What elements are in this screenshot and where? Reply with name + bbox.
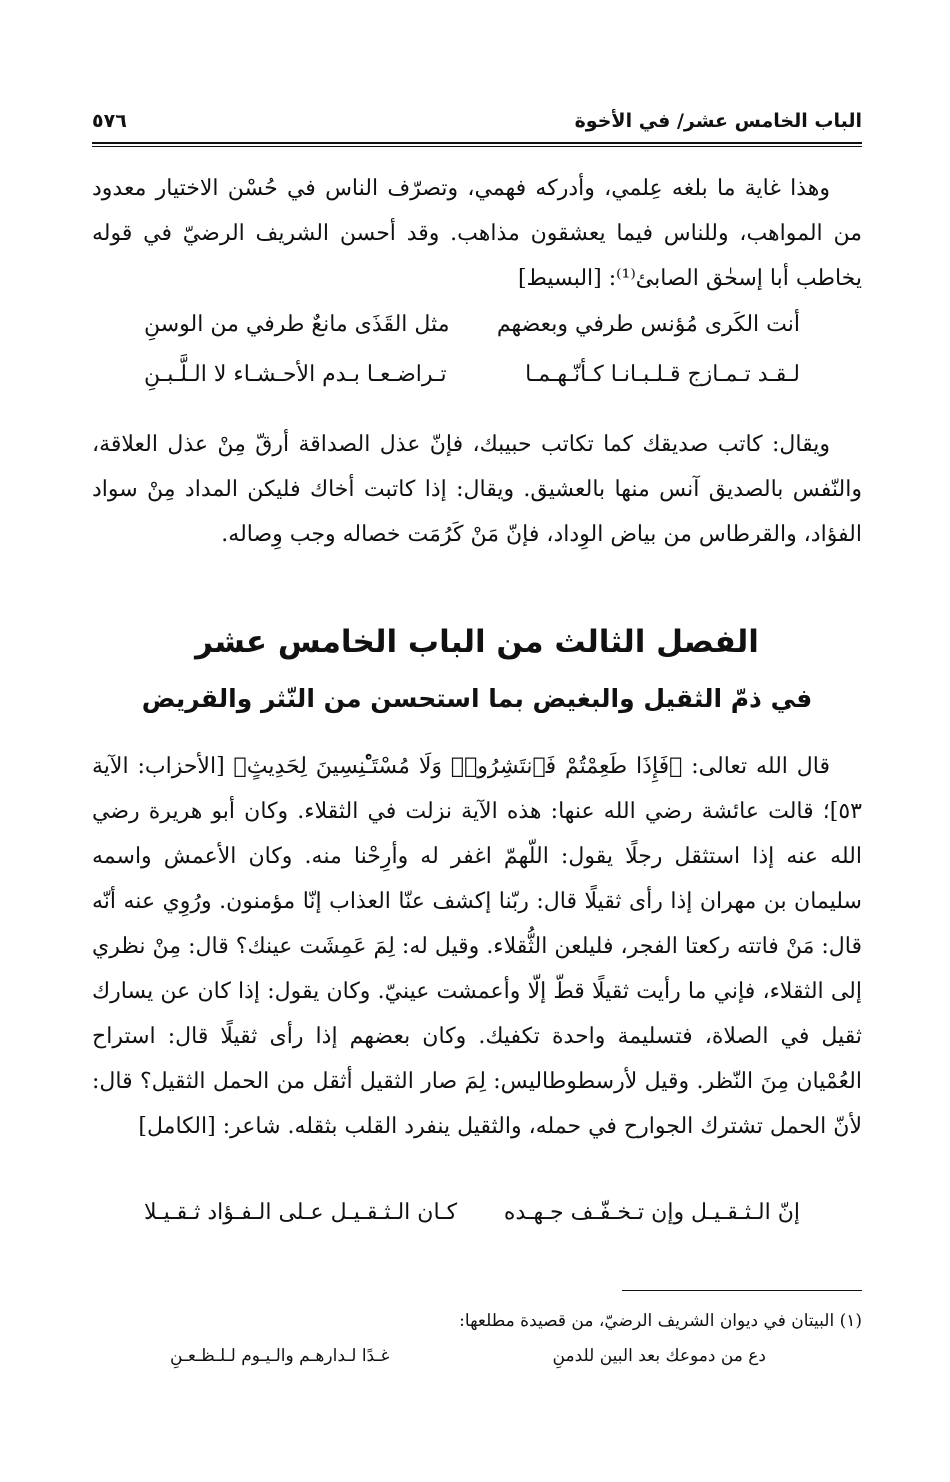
footnote-verse bbox=[170, 1346, 766, 1374]
footnote-text: (١) البيتان في ديوان الشريف الرضيّ، من قصيدة مطلعها: bbox=[459, 1311, 862, 1331]
paragraph-correspondence bbox=[92, 422, 862, 557]
hemistich-second: مثل القَذَى مانعٌ طرفي من الوسنِ bbox=[144, 312, 450, 337]
header-divider bbox=[92, 142, 862, 144]
paragraph-intro-text: وهذا غاية ما بلغه عِلمي، وأدركه فهمي، وتصرّف الناس في حُسْن الاختيار معدود من المواهب، وللناس فيما يعشقون مذاهب. وقد أحسن الشريف الرضيّ في قوله يخاطب أبا إسحٰق الصابئ⁽¹⁾: [البسيط] bbox=[92, 176, 862, 291]
paragraph-intro bbox=[92, 166, 862, 301]
hemistich-second: غـدًا لـدارهـم والـيـوم لـلـظـعـنِ bbox=[170, 1346, 390, 1366]
paragraph-correspondence-text: ويقال: كاتب صديقك كما تكاتب حبيبك، فإنّ عذل الصداقة أرقّ مِنْ عذل العلاقة، والنّفس بالصديق آنس منها بالعشيق. ويقال: إذا كاتبت أخاك فليكن المداد مِنْ سواد الفؤاد، والقرطاس من بياض الوِداد، فإنّ مَنْ كَرُمَت خصاله وجب وِصاله. bbox=[92, 432, 862, 547]
section-subheading: في ذمّ الثقيل والبغيض بما استحسن من النّثر والقريض bbox=[141, 684, 813, 713]
poem-1-verse-2 bbox=[144, 362, 800, 402]
book-page bbox=[92, 0, 862, 1482]
poem-2-verse-1 bbox=[144, 1200, 800, 1240]
hemistich-second: كـان الـثـقـيـل عـلى الـفـؤاد ثـقـيـلا bbox=[144, 1200, 458, 1225]
running-header bbox=[92, 108, 862, 140]
poem-1-verse-1 bbox=[144, 312, 800, 352]
hemistich-first: إنّ الـثـقـيـل وإن تـخـفّـف جـهـده bbox=[503, 1200, 800, 1225]
hemistich-first: دع من دموعك بعد البين للدمنِ bbox=[552, 1346, 766, 1366]
chapter-heading: الفصل الثالث من الباب الخامس عشر bbox=[195, 624, 759, 660]
paragraph-main-text: قال الله تعالى: ﴿فَإِذَا طَعِمْتُمْ فَٱنتَشِرُوا۟ وَلَا مُسْتَـْٔنِسِينَ لِحَدِيثٍ﴾ [الأحزاب: الآية ٥٣]؛ قالت عائشة رضي الله عنها: هذه الآية نزلت في الثقلاء. وكان أبو هريرة رضي الله عنه إذا استثقل رجلًا يقول: اللّهمّ اغفر له وأرِحْنا منه. وكان الأعمش واسمه سليمان بن مهران إذا رأى ثقيلًا قال: ربّنا إكشف عنّا العذاب إنّا مؤمنون. ورُوِي عنه أنّه قال: مَنْ فاتته ركعتا الفجر، فليلعن الثُّقلاء. وقيل له: لِمَ عَمِشَت عينك؟ قال: مِنْ نظري إلى الثقلاء، فإني ما رأيت ثقيلًا قطّ إلّا وأعمشت عينيّ. وكان يقول: إذا كان عن يسارك ثقيل في الصلاة، فتسليمة واحدة تكفيك. وكان بعضهم إذا رأى ثقيلًا قال: استراح العُمْيان مِنَ النّظر. وقيل لأرسطوطاليس: لِمَ صار الثقيل أثقل من الحمل الثقيل؟ قال: لأنّ الحمل تشترك الجوارح في حمله، والثقيل ينفرد القلب بثقله. شاعر: [الكامل] bbox=[92, 754, 862, 1139]
page-number: ٥٧٦ bbox=[92, 110, 127, 132]
footnote bbox=[92, 1306, 862, 1336]
hemistich-first: لـقـد تـمـازج قـلـبـانـا كـأنّـهـمـا bbox=[525, 362, 800, 387]
running-header-title: الباب الخامس عشر/ في الأخوة bbox=[574, 110, 862, 132]
hemistich-second: تـراضـعـا بـدم الأحـشـاء لا الـلَّـبـنِ bbox=[144, 362, 447, 387]
header-divider-thin bbox=[92, 146, 862, 147]
footnote-divider bbox=[622, 1290, 862, 1291]
paragraph-main bbox=[92, 744, 862, 1149]
hemistich-first: أنت الكَرى مُؤنس طرفي وبعضهم bbox=[496, 312, 800, 337]
